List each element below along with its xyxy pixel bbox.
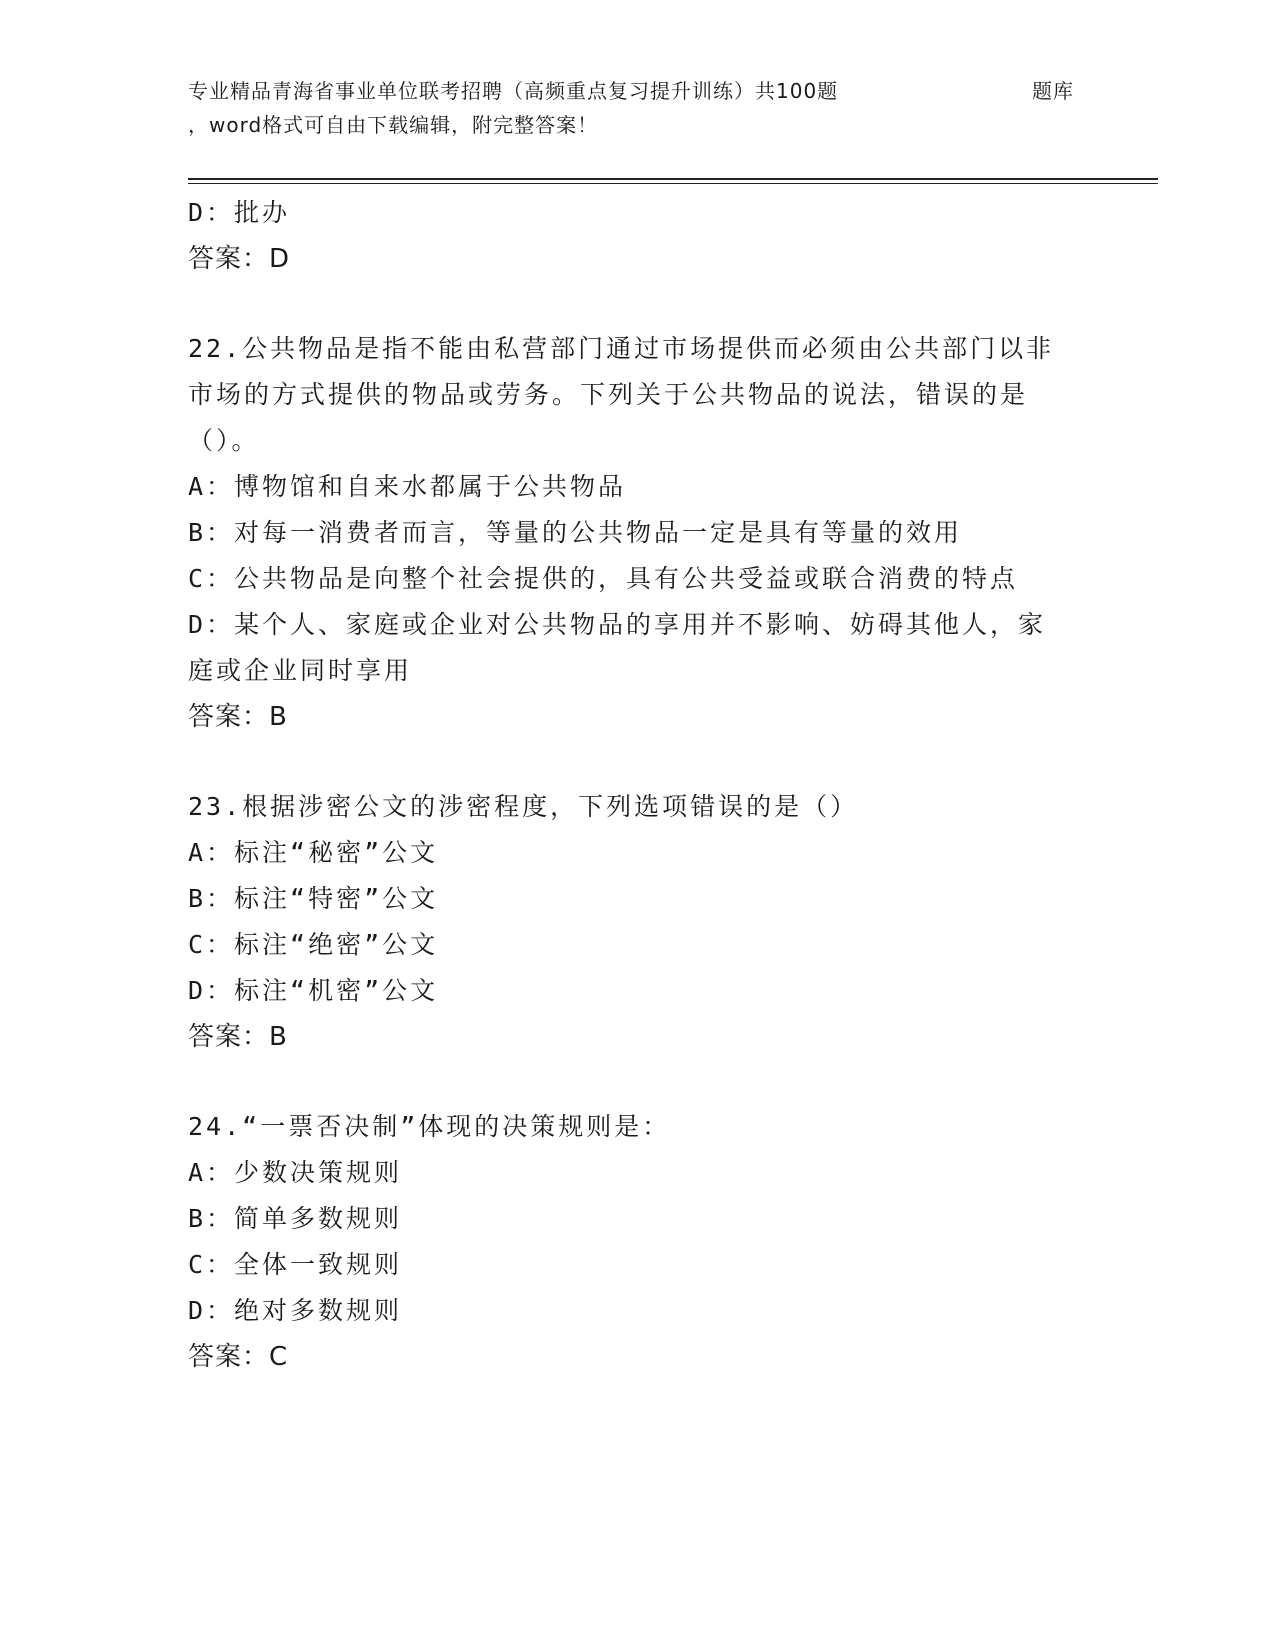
q23-answer: 答案：B [188, 1022, 288, 1052]
q22-stem-line: （）。 [188, 426, 260, 455]
question-21-tail [188, 190, 1088, 282]
q21-answer: 答案：D [188, 244, 291, 274]
q24-option-b: B：简单多数规则 [188, 1204, 403, 1233]
q23-option-d: D：标注“机密”公文 [188, 976, 439, 1005]
q22-option-a: A：博物馆和自来水都属于公共物品 [188, 472, 627, 501]
q22-option-d-line: 庭或企业同时享用 [188, 656, 413, 685]
header-title-line2: ，word格式可自由下载编辑，附完整答案！ [188, 113, 599, 137]
q22-option-b: B：对每一消费者而言，等量的公共物品一定是具有等量的效用 [188, 518, 963, 547]
q22-stem-line: 市场的方式提供的物品或劳务。下列关于公共物品的说法，错误的是 [188, 380, 1029, 409]
q22-stem-line: 22.公共物品是指不能由私营部门通过市场提供而必须由公共部门以非 [188, 334, 1055, 363]
q23-option-b: B：标注“特密”公文 [188, 884, 439, 913]
page-header [188, 72, 1158, 142]
q22-option-c: C：公共物品是向整个社会提供的，具有公共受益或联合消费的特点 [188, 564, 1019, 593]
header-title-line1: 专业精品青海省事业单位联考招聘（高频重点复习提升训练）共100题 [188, 79, 839, 103]
q22-option-d-line: D：某个人、家庭或企业对公共物品的享用并不影响、妨碍其他人，家 [188, 610, 1047, 639]
q24-answer: 答案：C [188, 1342, 289, 1372]
header-title-right: 题库 [1032, 79, 1074, 103]
q24-option-c: C：全体一致规则 [188, 1250, 403, 1279]
question-24 [188, 1104, 1088, 1380]
document-body [188, 190, 1088, 1380]
q21-option-d: D：批办 [188, 198, 291, 227]
q22-answer: 答案：B [188, 702, 288, 732]
question-22 [188, 326, 1088, 740]
spacer [188, 282, 1088, 326]
spacer [188, 1060, 1088, 1104]
question-23 [188, 784, 1088, 1060]
q24-option-d: D：绝对多数规则 [188, 1296, 403, 1325]
q24-stem: 24.“一票否决制”体现的决策规则是： [188, 1112, 671, 1141]
spacer [188, 740, 1088, 784]
q23-option-a: A：标注“秘密”公文 [188, 838, 439, 867]
header-divider-thick [188, 178, 1158, 180]
header-divider-thin [188, 183, 1158, 184]
q23-option-c: C：标注“绝密”公文 [188, 930, 439, 959]
q23-stem: 23.根据涉密公文的涉密程度，下列选项错误的是（） [188, 792, 859, 821]
q24-option-a: A：少数决策规则 [188, 1158, 403, 1187]
